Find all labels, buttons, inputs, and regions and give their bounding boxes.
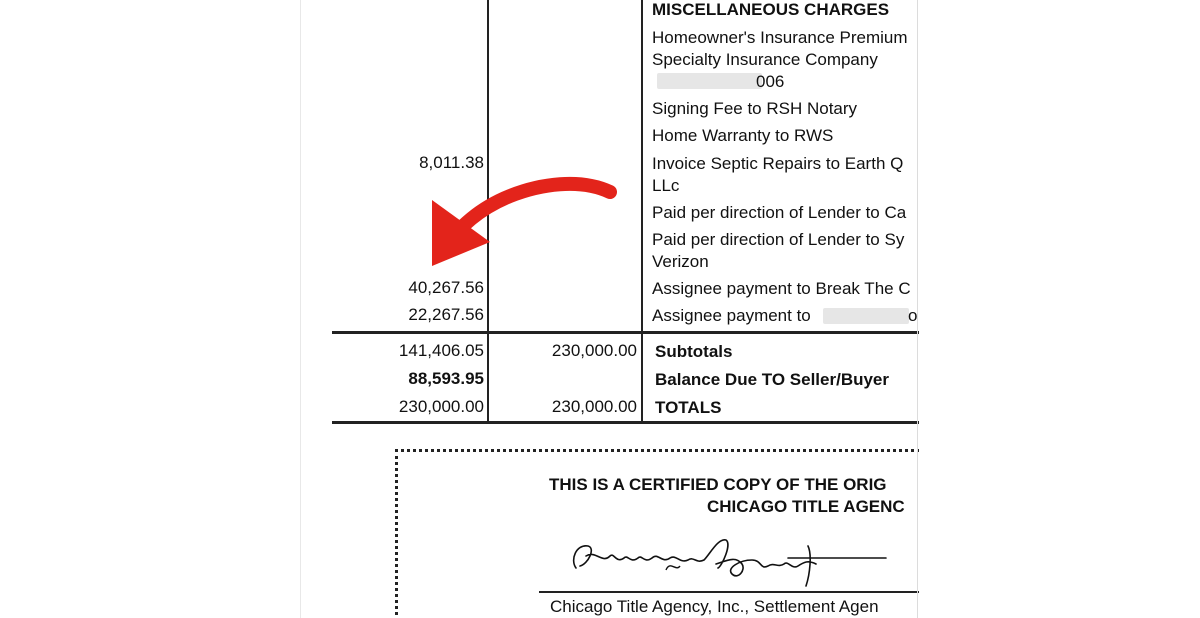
desc-line: Signing Fee to RSH Notary [652, 99, 858, 118]
totals-rule [332, 421, 919, 424]
desc-line: Assignee payment to Break The C [652, 279, 911, 298]
certified-copy-line2: CHICAGO TITLE AGENC [707, 497, 905, 516]
amount-assignee-2: 22,267.56 [408, 305, 484, 324]
amount-septic: 8,011.38 [419, 153, 484, 172]
subtotal-rule [332, 331, 919, 334]
desc-line: Assignee payment to [652, 306, 811, 325]
handwritten-signature [566, 530, 906, 590]
red-arrow-annotation [420, 170, 620, 290]
agency-name: Chicago Title Agency, Inc., Settlement Agen [550, 597, 879, 616]
desc-line: Home Warranty to RWS [652, 126, 834, 145]
subtotals-label: Subtotals [655, 342, 733, 361]
desc-line-tail: o [908, 306, 918, 325]
subtotal-mid: 230,000.00 [551, 341, 637, 360]
signature-line [539, 591, 919, 593]
totals-left: 230,000.00 [398, 397, 484, 416]
desc-line: Specialty Insurance Company [652, 50, 878, 69]
totals-mid: 230,000.00 [551, 397, 637, 416]
balance-label: Balance Due TO Seller/Buyer [655, 370, 890, 389]
amount-assignee-1: 40,267.56 [408, 278, 484, 297]
redacted-phone [657, 73, 762, 89]
desc-line: Verizon [652, 252, 709, 271]
desc-line: Invoice Septic Repairs to Earth Q [652, 154, 904, 173]
misc-charges-heading: MISCELLANEOUS CHARGES [652, 0, 890, 19]
desc-line: 006 [756, 72, 785, 91]
desc-line: Paid per direction of Lender to Sy [652, 230, 905, 249]
subtotal-left: 141,406.05 [398, 341, 484, 360]
desc-line: Homeowner's Insurance Premium [652, 28, 908, 47]
certified-copy-line1: THIS IS A CERTIFIED COPY OF THE ORIG [549, 475, 887, 494]
desc-line: Paid per direction of Lender to Ca [652, 203, 907, 222]
desc-line: LLc [652, 176, 680, 195]
settlement-statement-page [300, 0, 919, 618]
column-divider-2 [641, 0, 643, 423]
totals-label: TOTALS [655, 398, 722, 417]
balance-left: 88,593.95 [408, 369, 484, 388]
redacted-name [823, 308, 909, 324]
page-right-edge [917, 0, 918, 618]
